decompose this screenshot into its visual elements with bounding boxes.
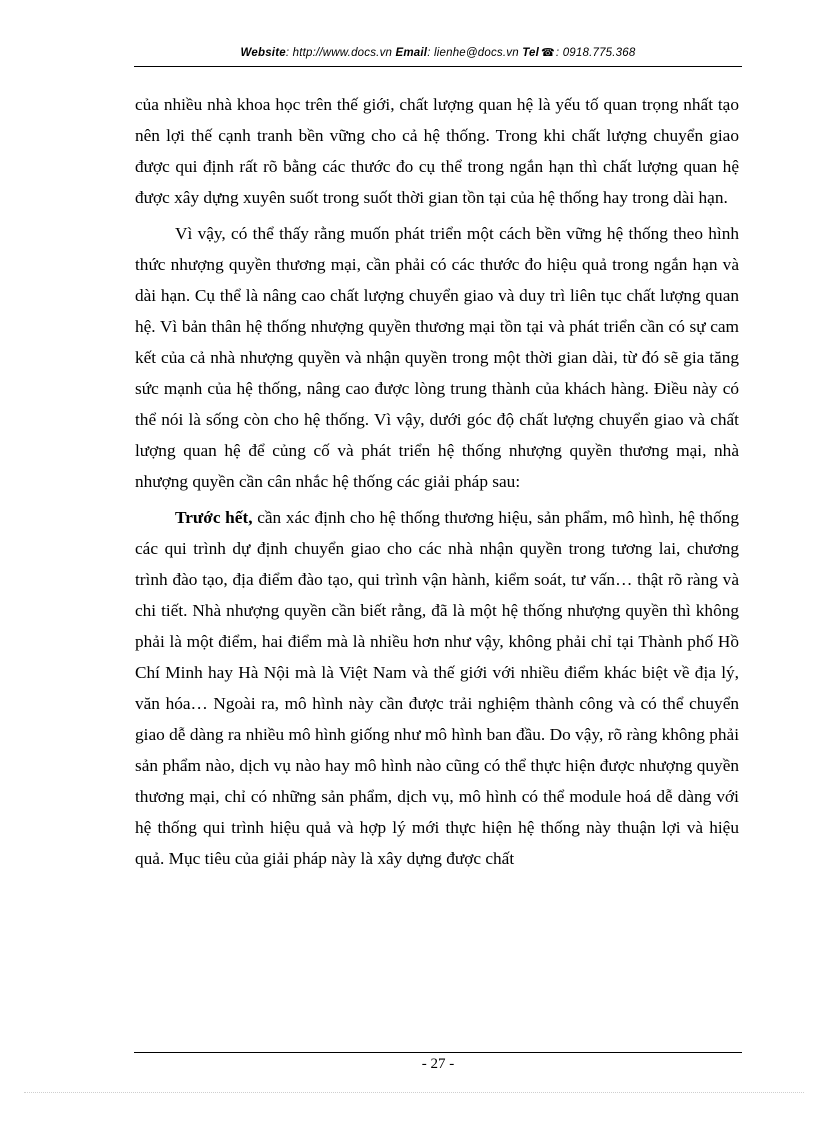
page-header	[134, 46, 742, 59]
page-number: - 27 -	[421, 1056, 455, 1072]
footer-divider	[134, 1052, 742, 1053]
paragraph-3-lead: Trước hết,	[175, 508, 253, 527]
header-divider	[134, 66, 742, 67]
email-label: Email	[395, 47, 428, 59]
paragraph-2: Vì vậy, có thể thấy rằng muốn phát triển một cách bền vững hệ thống theo hình thức nhượng quyền thương mại, cần phải có các thước đo hiệu quả trong ngắn hạn và dài hạn. Cụ thể là nâng cao chất lượng chuyển giao và duy trì liên tục chất lượng quan hệ. Vì bản thân hệ thống nhượng quyền thương mại tồn tại và phát triển cần có sự cam kết của cả nhà nhượng quyền và nhận quyền trong một thời gian dài, từ đó sẽ gia tăng sức mạnh của hệ thống, nâng cao được lòng trung thành của khách hàng. Điều này có thể nói là sống còn cho hệ thống. Vì vậy, dưới góc độ chất lượng chuyển giao và chất lượng quan hệ để củng cố và phát triển hệ thống nhượng quyền thương mại, nhà nhượng quyền cần cân nhắc hệ thống các giải pháp sau:	[135, 224, 739, 491]
tel-value: : 0918.775.368	[555, 47, 636, 59]
website-value: : http://www.docs.vn	[285, 47, 393, 59]
email-value: : lienhe@docs.vn	[427, 47, 519, 59]
website-label: Website	[240, 47, 286, 59]
document-body	[135, 89, 739, 874]
paragraph-3	[135, 502, 739, 874]
paragraph-3-text: cần xác định cho hệ thống thương hiệu, sản phẩm, mô hình, hệ thống các qui trình dự định chuyển giao cho các nhà nhận quyền trong tương lai, chương trình đào tạo, địa điểm đào tạo, qui trình vận hành, kiểm soát, tư vấn… thật rõ ràng và chi tiết. Nhà nhượng quyền cần biết rằng, đã là một hệ thống nhượng quyền thì không phải là một điểm, hai điểm mà là nhiều hơn như vậy, không phải chỉ tại Thành phố Hồ Chí Minh hay Hà Nội mà là Việt Nam và thế giới với nhiều điểm khác biệt về địa lý, văn hóa… Ngoài ra, mô hình này cần được trải nghiệm thành công và có thể chuyển giao dễ dàng ra nhiều mô hình giống như mô hình ban đầu. Do vậy, rõ ràng không phải sản phẩm nào, dịch vụ nào hay mô hình nào cũng có thể thực hiện được nhượng quyền thương mại, chỉ có những sản phẩm, dịch vụ, mô hình có thể module hoá dễ dàng với hệ thống qui trình hiệu quả và hợp lý mới thực hiện hệ thống này thuận lợi và hiệu quả. Mục tiêu của giải pháp này là xây dựng được chất	[135, 508, 739, 868]
phone-icon: ☎	[541, 47, 555, 59]
tel-label: Tel	[522, 47, 539, 59]
paragraph-1: của nhiều nhà khoa học trên thế giới, chất lượng quan hệ là yếu tố quan trọng nhất tạo nên lợi thế cạnh tranh bền vững cho cả hệ thống. Trong khi chất lượng chuyển giao được qui định rất rõ bằng các thước đo cụ thể trong ngắn hạn thì chất lượng quan hệ được xây dựng xuyên suốt trong suốt thời gian tồn tại của hệ thống hay trong dài hạn.	[135, 95, 739, 207]
page-bottom-border	[24, 1092, 804, 1093]
